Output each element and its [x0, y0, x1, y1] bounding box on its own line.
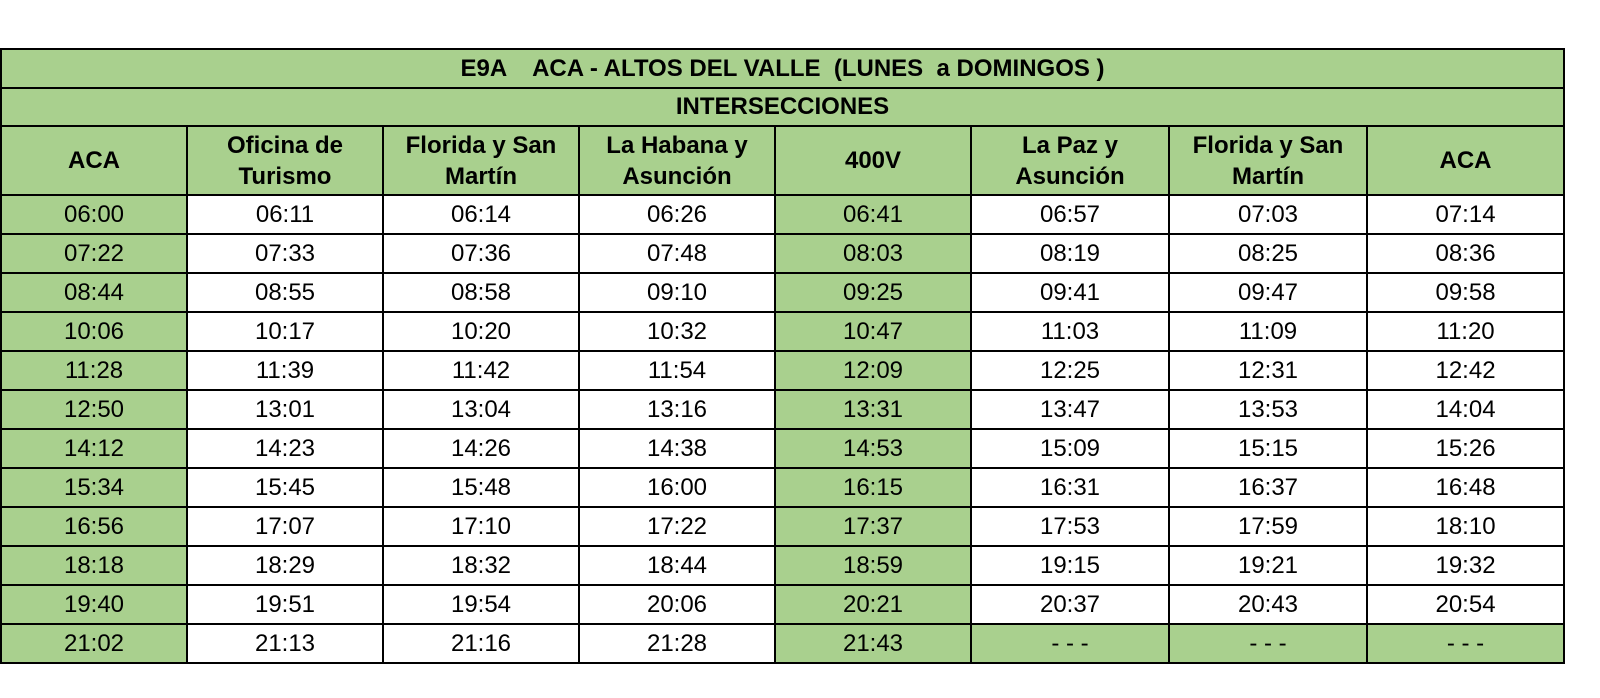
table-row: [1, 468, 1564, 507]
time-cell: 16:37: [1169, 468, 1367, 507]
time-cell: 09:25: [775, 273, 971, 312]
time-cell: - - -: [971, 624, 1169, 663]
time-cell: 08:36: [1367, 234, 1564, 273]
time-cell: 17:53: [971, 507, 1169, 546]
time-cell: 15:34: [1, 468, 187, 507]
time-cell: 08:44: [1, 273, 187, 312]
time-cell: 10:17: [187, 312, 383, 351]
time-cell: 13:01: [187, 390, 383, 429]
time-cell: 20:06: [579, 585, 775, 624]
time-cell: 10:20: [383, 312, 579, 351]
time-cell: 07:36: [383, 234, 579, 273]
schedule-body: [1, 195, 1564, 663]
time-cell: 12:09: [775, 351, 971, 390]
time-cell: 17:22: [579, 507, 775, 546]
time-cell: 21:02: [1, 624, 187, 663]
time-cell: 18:18: [1, 546, 187, 585]
time-cell: 19:54: [383, 585, 579, 624]
time-cell: 16:56: [1, 507, 187, 546]
time-cell: 18:44: [579, 546, 775, 585]
time-cell: 21:13: [187, 624, 383, 663]
table-row: [1, 390, 1564, 429]
table-row: [1, 351, 1564, 390]
time-cell: 07:14: [1367, 195, 1564, 234]
time-cell: 12:42: [1367, 351, 1564, 390]
time-cell: 13:04: [383, 390, 579, 429]
column-header: La Habana y Asunción: [579, 126, 775, 195]
time-cell: 09:47: [1169, 273, 1367, 312]
time-cell: 15:45: [187, 468, 383, 507]
time-cell: 15:48: [383, 468, 579, 507]
time-cell: 19:15: [971, 546, 1169, 585]
column-header: La Paz y Asunción: [971, 126, 1169, 195]
table-row: [1, 312, 1564, 351]
time-cell: 11:03: [971, 312, 1169, 351]
time-cell: 20:54: [1367, 585, 1564, 624]
time-cell: 12:25: [971, 351, 1169, 390]
time-cell: 20:37: [971, 585, 1169, 624]
table-row: [1, 429, 1564, 468]
table-row: [1, 624, 1564, 663]
table-row: [1, 234, 1564, 273]
time-cell: 19:21: [1169, 546, 1367, 585]
time-cell: 07:33: [187, 234, 383, 273]
time-cell: 11:54: [579, 351, 775, 390]
time-cell: 14:38: [579, 429, 775, 468]
time-cell: 16:00: [579, 468, 775, 507]
table-row: [1, 507, 1564, 546]
time-cell: 10:47: [775, 312, 971, 351]
time-cell: 12:50: [1, 390, 187, 429]
time-cell: 15:26: [1367, 429, 1564, 468]
time-cell: 17:37: [775, 507, 971, 546]
time-cell: 07:22: [1, 234, 187, 273]
time-cell: 12:31: [1169, 351, 1367, 390]
time-cell: 10:06: [1, 312, 187, 351]
column-header: ACA: [1, 126, 187, 195]
time-cell: 14:04: [1367, 390, 1564, 429]
time-cell: 08:55: [187, 273, 383, 312]
time-cell: 10:32: [579, 312, 775, 351]
column-header: Florida y San Martín: [383, 126, 579, 195]
time-cell: 07:48: [579, 234, 775, 273]
column-header: Florida y San Martín: [1169, 126, 1367, 195]
time-cell: 17:07: [187, 507, 383, 546]
column-header-row: [1, 126, 1564, 195]
time-cell: - - -: [1169, 624, 1367, 663]
table-row: [1, 273, 1564, 312]
time-cell: 09:41: [971, 273, 1169, 312]
time-cell: - - -: [1367, 624, 1564, 663]
time-cell: 09:58: [1367, 273, 1564, 312]
time-cell: 19:51: [187, 585, 383, 624]
time-cell: 16:31: [971, 468, 1169, 507]
time-cell: 06:11: [187, 195, 383, 234]
time-cell: 08:03: [775, 234, 971, 273]
time-cell: 08:25: [1169, 234, 1367, 273]
time-cell: 14:26: [383, 429, 579, 468]
time-cell: 14:12: [1, 429, 187, 468]
time-cell: 06:57: [971, 195, 1169, 234]
time-cell: 11:09: [1169, 312, 1367, 351]
time-cell: 18:59: [775, 546, 971, 585]
time-cell: 16:48: [1367, 468, 1564, 507]
time-cell: 11:39: [187, 351, 383, 390]
table-title: E9A ACA - ALTOS DEL VALLE (LUNES a DOMINGOS ): [1, 49, 1564, 88]
time-cell: 19:32: [1367, 546, 1564, 585]
table-row: [1, 585, 1564, 624]
schedule-table: [0, 48, 1565, 664]
time-cell: 06:41: [775, 195, 971, 234]
time-cell: 13:53: [1169, 390, 1367, 429]
time-cell: 16:15: [775, 468, 971, 507]
time-cell: 15:09: [971, 429, 1169, 468]
time-cell: 14:23: [187, 429, 383, 468]
time-cell: 08:19: [971, 234, 1169, 273]
time-cell: 07:03: [1169, 195, 1367, 234]
time-cell: 13:31: [775, 390, 971, 429]
title-row: [1, 49, 1564, 88]
time-cell: 11:20: [1367, 312, 1564, 351]
time-cell: 06:00: [1, 195, 187, 234]
time-cell: 20:43: [1169, 585, 1367, 624]
time-cell: 09:10: [579, 273, 775, 312]
time-cell: 06:14: [383, 195, 579, 234]
time-cell: 21:16: [383, 624, 579, 663]
time-cell: 13:16: [579, 390, 775, 429]
column-header: Oficina de Turismo: [187, 126, 383, 195]
table-subtitle: INTERSECCIONES: [1, 88, 1564, 126]
time-cell: 06:26: [579, 195, 775, 234]
column-header: 400V: [775, 126, 971, 195]
time-cell: 14:53: [775, 429, 971, 468]
time-cell: 11:28: [1, 351, 187, 390]
time-cell: 19:40: [1, 585, 187, 624]
table-row: [1, 195, 1564, 234]
time-cell: 18:29: [187, 546, 383, 585]
time-cell: 11:42: [383, 351, 579, 390]
time-cell: 21:28: [579, 624, 775, 663]
time-cell: 17:59: [1169, 507, 1367, 546]
time-cell: 18:32: [383, 546, 579, 585]
time-cell: 17:10: [383, 507, 579, 546]
time-cell: 18:10: [1367, 507, 1564, 546]
column-header: ACA: [1367, 126, 1564, 195]
subtitle-row: [1, 88, 1564, 126]
table-row: [1, 546, 1564, 585]
time-cell: 20:21: [775, 585, 971, 624]
time-cell: 21:43: [775, 624, 971, 663]
time-cell: 08:58: [383, 273, 579, 312]
time-cell: 15:15: [1169, 429, 1367, 468]
time-cell: 13:47: [971, 390, 1169, 429]
